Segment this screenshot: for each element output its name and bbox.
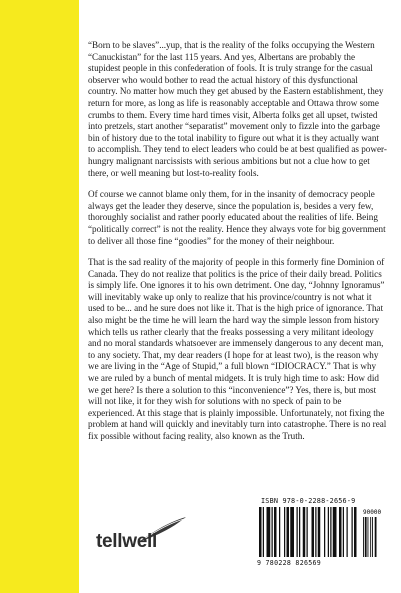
price-code: 90000 (363, 509, 382, 516)
paragraph-2: Of course we cannot blame only them, for in the insanity of democracy people always get the leader they deserve, since the population is, besides a very few, thoroughly socialist and rather poorly educated about the realities of life. Being “politically correct” is not the reality. Hence they always vote for big government to deliver all those fine “goodies” for the money of their neighbour. (88, 189, 386, 246)
paragraph-1: “Born to be slaves”...yup, that is the reality of the folks occupying the Western “Canuckistan” for the last 115 years. And yes, Albertans are probably the stupidest people in this confederation of fools. It is truly strange for the casual observer who would bother to read the actual history of this dysfunctional country. No matter how much they get abused by the Eastern establishment, they return for more, as long as life is reasonably acceptable and Ottawa throw some crumbs to them. Every time hard times visit, Alberta folks get all upset, twisted into pretzels, start another “separatist” movement only to fizzle into the garbage bin of history due to the total inability to figure out what it is they actually want to accomplish. They tend to elect leaders who could be at best qualified as power-hungry malignant narcissists with serious ambitions but not a clue how to get there, or well meaning but lost-to-reality fools. (88, 40, 387, 178)
barcode-digits: 9 780228 826569 (257, 559, 322, 567)
publisher-logo (96, 519, 192, 563)
isbn-label: ISBN 978-0-2288-2656-9 (261, 497, 356, 505)
publisher-name: tellwell (96, 531, 157, 552)
blurb-text (88, 40, 388, 453)
paragraph-3: That is the sad reality of the majority of people in this formerly fine Dominion of Canada. They do not realize that politics is the price of their daily bread. Politics is simply life. One ignores it to his own detriment. One day, “Johnny Ignoramus” will inevitably wake up only to realize that his province/country is not what it used to be... and he sure does not like it. That is the high price of ignorance. That also might be the time he will learn the hard way the simple lesson from history which tells us rather clearly that the freaks possessing a very militant ideology and no moral standards whatsoever are immensely dangerous to any decent man, to any society. That, my dear readers (I hope for at least two), is the reason why we are living in the “Age of Stupid,” a full blown “IDIOCRACY.” That is why we are ruled by a bunch of mental midgets. It is truly high time to ask: How did we get here? Is there a solution to this “inconvenience”? Yes, there is, but most will not like, it for they wish for solutions with no speck of pain to be experienced. At this stage that is plainly impossible. Unfortunately, not fixing the problem at hand will quickly and inevitably turn into catastrophe. There is no real fix possible without facing reality, also known as the Truth. (88, 257, 387, 441)
isbn-barcode (255, 497, 395, 571)
yellow-spine-strip (0, 0, 79, 593)
barcode-bars (259, 507, 387, 559)
